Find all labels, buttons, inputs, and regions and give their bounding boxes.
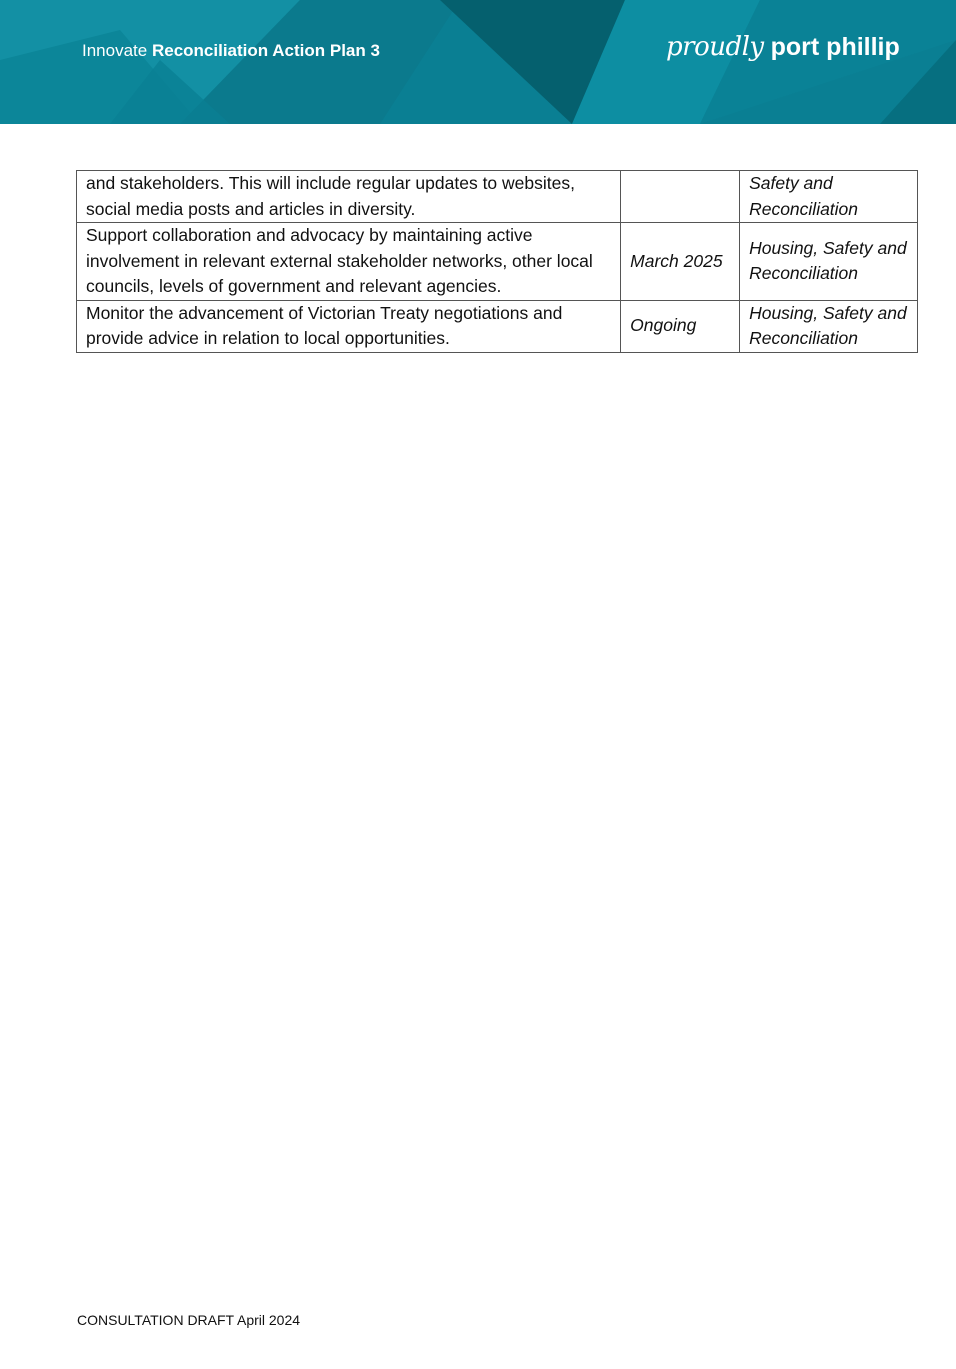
title-prefix: Innovate (82, 41, 148, 60)
responsibility-cell: Housing, Safety and Reconciliation (740, 300, 918, 352)
banner-pattern (0, 0, 956, 124)
timeline-cell: Ongoing (621, 300, 740, 352)
action-cell: and stakeholders. This will include regular updates to websites, social media posts and articles in diversity. (77, 171, 621, 223)
action-table (76, 170, 918, 353)
document-title (82, 41, 380, 61)
table-row (77, 171, 918, 223)
table-row (77, 300, 918, 352)
responsibility-cell: Housing, Safety and Reconciliation (740, 223, 918, 301)
logo-script-text: proudly (666, 32, 764, 62)
action-cell: Monitor the advancement of Victorian Treaty negotiations and provide advice in relation to local opportunities. (77, 300, 621, 352)
header-banner (0, 0, 956, 124)
action-cell: Support collaboration and advocacy by maintaining active involvement in relevant external stakeholder networks, other local councils, levels of government and relevant agencies. (77, 223, 621, 301)
timeline-cell (621, 171, 740, 223)
title-main: Reconciliation Action Plan 3 (151, 41, 380, 60)
table-row (77, 223, 918, 301)
port-phillip-logo (666, 32, 900, 62)
timeline-cell: March 2025 (621, 223, 740, 301)
responsibility-cell: Safety and Reconciliation (740, 171, 918, 223)
footer-draft-label: CONSULTATION DRAFT April 2024 (77, 1312, 301, 1328)
logo-word-text: port phillip (770, 33, 900, 61)
